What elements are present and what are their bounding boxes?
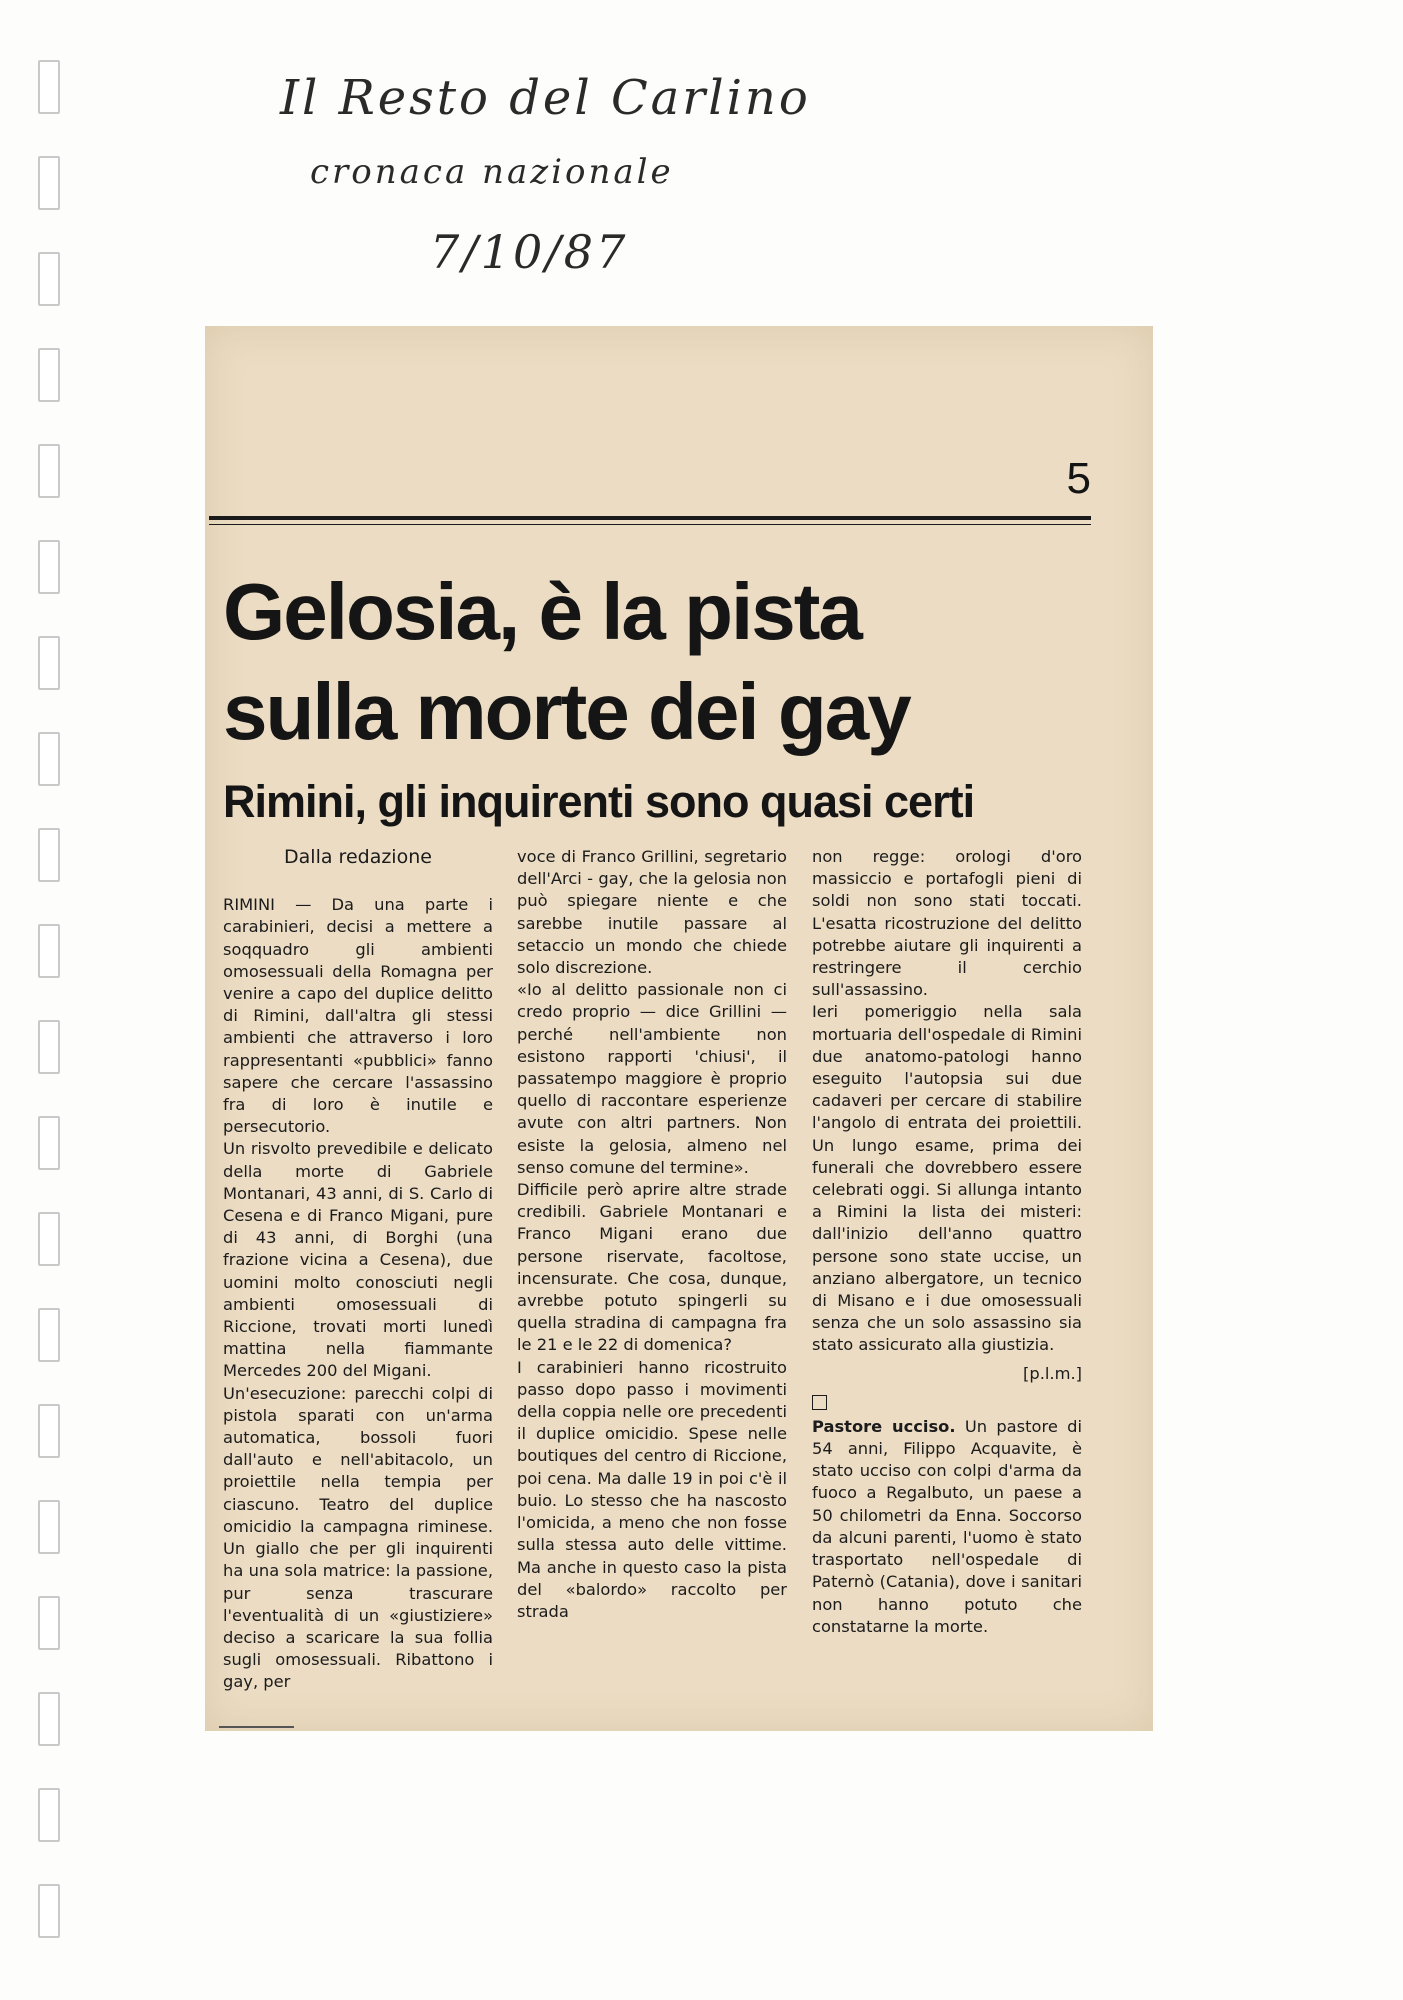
punch-hole bbox=[38, 1116, 60, 1170]
headline-line-2: sulla morte dei gay bbox=[223, 667, 910, 756]
punch-hole bbox=[38, 828, 60, 882]
handwritten-section: cronaca nazionale bbox=[310, 152, 674, 192]
punch-hole bbox=[38, 1788, 60, 1842]
paragraph: non regge: orologi d'oro massiccio e portafogli pieni di soldi non sono stati toccati. L'esatta ricostruzione del delitto potrebbe aiutare gli inquirenti a restringere il cerchio sull'assassino. bbox=[812, 847, 1082, 1000]
paragraph: Un risvolto prevedibile e delicato della morte di Gabriele Montanari, 43 anni, di S. Carlo di Cesena e di Franco Migani, pure di 43 anni, di Borghi (una frazione vicina a Cesena), due uomini molto conosciuti negli ambienti omosessuali di Riccione, trovati morti lunedì mattina nella fiammante Mercedes 200 del Migani. bbox=[223, 1139, 493, 1381]
brief-text: Un pastore di 54 anni, Filippo Acquavite, è stato ucciso con colpi d'arma da fuoco a Regalbuto, un paese a 50 chilometri da Enna. Soccorso da alcuni parenti, l'uomo è stato trasportato nell'ospedale di Paternò (Catania), dove i sanitari non hanno potuto che constatarne la morte. bbox=[812, 1416, 1082, 1636]
punch-hole bbox=[38, 540, 60, 594]
section-box-icon bbox=[812, 1395, 827, 1410]
article-column-1 bbox=[223, 846, 493, 1694]
punch-hole bbox=[38, 156, 60, 210]
paragraph: I carabinieri hanno ricostruito passo dopo passo i movimenti della coppia nelle ore precedenti il duplice omicidio. Spese nelle boutiques del centro di Riccione, poi cena. Ma dalle 19 in poi c'è il buio. Lo stesso che ha nascosto l'omicida, a meno che non fosse sulla stessa auto delle vittime. Ma anche in questo caso la pista del «balordo» raccolto per strada bbox=[517, 1357, 787, 1621]
author-initials: [p.l.m.] bbox=[1023, 1363, 1082, 1383]
punch-hole bbox=[38, 1404, 60, 1458]
article-column-3 bbox=[812, 846, 1082, 1638]
brief-title: Pastore ucciso. bbox=[812, 1416, 956, 1436]
punch-hole bbox=[38, 924, 60, 978]
headline bbox=[223, 562, 1123, 762]
punch-hole bbox=[38, 1596, 60, 1650]
footer-rule bbox=[219, 1726, 294, 1728]
punch-hole bbox=[38, 1692, 60, 1746]
paragraph: Ieri pomeriggio nella sala mortuaria dell'ospedale di Rimini due anatomo-patologi hanno eseguito l'autopsia sui due cadaveri per cercare di stabilire l'angolo di entrata dei proiettili. Un lungo esame, prima dei funerali che dovrebbero essere celebrati oggi. Si allunga intanto a Rimini la lista dei misteri: dall'inizio dell'anno quattro persone sono state uccise, un anziano albergatore, un tecnico di Misano e i due omosessuali senza che un solo assassino sia stato assicurato alla giustizia. bbox=[812, 1002, 1082, 1355]
punch-hole bbox=[38, 444, 60, 498]
page-number: 5 bbox=[1066, 454, 1091, 503]
punch-hole bbox=[38, 1212, 60, 1266]
headline-line-1: Gelosia, è la pista bbox=[223, 567, 861, 656]
header-rule-thin bbox=[209, 524, 1091, 525]
punch-hole bbox=[38, 732, 60, 786]
handwritten-date: 7/10/87 bbox=[430, 225, 629, 279]
paragraph: Un'esecuzione: parecchi colpi di pistola sparati con un'arma automatica, bossoli fuori dall'auto e nell'abitacolo, un proiettile nella tempia per ciascuno. Teatro del duplice omicidio la campagna riminese. Un giallo che per gli inquirenti ha una sola matrice: la passione, pur senza trascurare l'eventualità di un «giustiziere» deciso a scaricare la sua follia sugli omosessuali. Ribattono i gay, per bbox=[223, 1383, 493, 1692]
paragraph: RIMINI — Da una parte i carabinieri, decisi a mettere a soqquadro gli ambienti omosessuali della Romagna per venire a capo del duplice delitto di Rimini, dall'altra gli stessi ambienti che attraverso i loro rappresentanti «pubblici» fanno sapere che cercare l'assassino fra di loro è inutile e persecutorio. bbox=[223, 895, 493, 1137]
paragraph: «Io al delitto passionale non ci credo proprio — dice Grillini — perché nell'ambiente non esistono rapporti 'chiusi', il passatempo maggiore è proprio quello di raccontare esperienze avute con altri partners. Non esiste la gelosia, almeno nel senso comune del termine». bbox=[517, 980, 787, 1177]
punch-hole bbox=[38, 1884, 60, 1938]
paragraph: voce di Franco Grillini, segretario dell'Arci - gay, che la gelosia non può spiegare niente e che sarebbe inutile passare al setaccio un mondo che chiede solo discrezione. bbox=[517, 847, 787, 978]
handwritten-source: Il Resto del Carlino bbox=[280, 70, 811, 126]
paragraph: Difficile però aprire altre strade credibili. Gabriele Montanari e Franco Migani erano due persone riservate, facoltose, incensurate. Che cosa, dunque, avrebbe potuto spingerli su quella stradina di campagna fra le 21 e le 22 di domenica? bbox=[517, 1180, 787, 1355]
newspaper-clipping bbox=[205, 326, 1153, 1731]
subheadline: Rimini, gli inquirenti sono quasi certi bbox=[223, 776, 975, 827]
news-brief bbox=[812, 1416, 1082, 1638]
punch-hole bbox=[38, 252, 60, 306]
punch-hole bbox=[38, 348, 60, 402]
handwritten-note bbox=[270, 60, 890, 300]
punch-hole bbox=[38, 1500, 60, 1554]
punch-hole bbox=[38, 60, 60, 114]
punch-hole bbox=[38, 636, 60, 690]
binder-margin bbox=[38, 60, 64, 1960]
header-rule bbox=[209, 516, 1091, 520]
punch-hole bbox=[38, 1308, 60, 1362]
article-column-2 bbox=[517, 846, 787, 1623]
byline: Dalla redazione bbox=[284, 846, 432, 868]
punch-hole bbox=[38, 1020, 60, 1074]
